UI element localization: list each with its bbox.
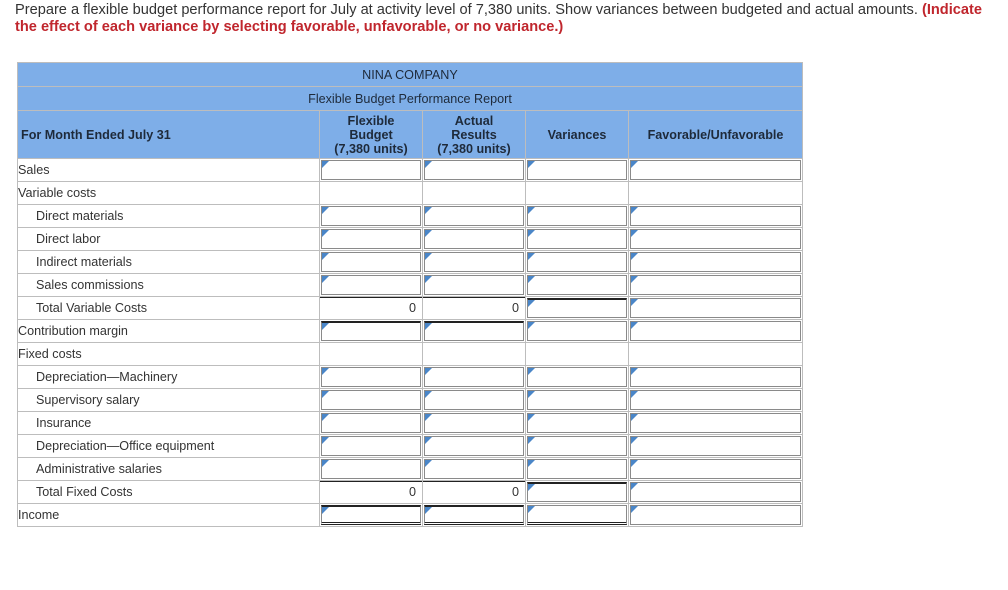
- row-administrative-salaries: [18, 458, 803, 481]
- dropdown-flag-icon: [425, 323, 432, 330]
- dropdown-flag-icon: [322, 207, 329, 214]
- insurance-flexible-input[interactable]: [321, 413, 421, 433]
- dropdown-flag-icon: [631, 299, 638, 306]
- depreciation-office-flexible-input[interactable]: [321, 436, 421, 456]
- dropdown-flag-icon: [631, 253, 638, 260]
- dropdown-flag-icon: [631, 368, 638, 375]
- income-fav-unfav-select[interactable]: [630, 505, 801, 525]
- dropdown-flag-icon: [425, 207, 432, 214]
- row-label: Depreciation—Office equipment: [18, 435, 320, 458]
- dropdown-flag-icon: [322, 230, 329, 237]
- depreciation-machinery-flexible-input[interactable]: [321, 367, 421, 387]
- dropdown-flag-icon: [425, 230, 432, 237]
- dropdown-flag-icon: [425, 414, 432, 421]
- direct-materials-actual-input[interactable]: [424, 206, 524, 226]
- col-flexible-budget: [320, 111, 423, 159]
- dropdown-flag-icon: [528, 368, 535, 375]
- col-flexible-line3: (7,380 units): [334, 141, 408, 156]
- row-contribution-margin: [18, 320, 803, 343]
- dropdown-flag-icon: [528, 230, 535, 237]
- row-variable-costs: [18, 182, 803, 205]
- contribution-margin-fav-unfav-select[interactable]: [630, 321, 801, 341]
- total-fixed-actual: [423, 481, 526, 504]
- administrative-salaries-fav-unfav-select[interactable]: [630, 459, 801, 479]
- dropdown-flag-icon: [528, 460, 535, 467]
- total-variable-flexible: [320, 297, 423, 320]
- instructions: [15, 2, 990, 36]
- dropdown-flag-icon: [425, 460, 432, 467]
- insurance-variance-input[interactable]: [527, 413, 627, 433]
- total-fixed-flexible-value: 0: [408, 485, 416, 499]
- dropdown-flag-icon: [631, 161, 638, 168]
- total-variable-actual: [423, 297, 526, 320]
- row-insurance: [18, 412, 803, 435]
- total-fixed-flexible: [320, 481, 423, 504]
- row-label: Insurance: [18, 412, 320, 435]
- dropdown-flag-icon: [322, 460, 329, 467]
- col-actual-line3: (7,380 units): [437, 141, 511, 156]
- dropdown-flag-icon: [631, 506, 638, 513]
- col-flexible-line1: Flexible: [347, 113, 395, 128]
- direct-materials-variance-input[interactable]: [527, 206, 627, 226]
- row-label: Indirect materials: [18, 251, 320, 274]
- sales-commissions-variance-input[interactable]: [527, 275, 627, 295]
- depreciation-machinery-fav-unfav-select[interactable]: [630, 367, 801, 387]
- sales-fav-unfav-select[interactable]: [630, 160, 801, 180]
- row-label: Total Variable Costs: [18, 297, 320, 320]
- insurance-actual-input[interactable]: [424, 413, 524, 433]
- dropdown-flag-icon: [528, 207, 535, 214]
- sales-actual-input[interactable]: [424, 160, 524, 180]
- sales-commissions-flexible-input[interactable]: [321, 275, 421, 295]
- total-fixed-fav-unfav-select[interactable]: [630, 482, 801, 502]
- supervisory-salary-flexible-input[interactable]: [321, 390, 421, 410]
- dropdown-flag-icon: [322, 391, 329, 398]
- dropdown-flag-icon: [528, 276, 535, 283]
- total-variable-variance-input[interactable]: [527, 298, 627, 318]
- dropdown-flag-icon: [322, 414, 329, 421]
- col-actual-line2: Results: [451, 127, 497, 142]
- instructions-text: Prepare a flexible budget performance report for July at activity level of 7,380 units. Show variances between budgeted and actual amounts.: [15, 2, 922, 18]
- sales-variance-input[interactable]: [527, 160, 627, 180]
- dropdown-flag-icon: [631, 276, 638, 283]
- row-supervisory-salary: [18, 389, 803, 412]
- report-title: Flexible Budget Performance Report: [18, 87, 803, 111]
- dropdown-flag-icon: [528, 484, 535, 491]
- direct-materials-flexible-input[interactable]: [321, 206, 421, 226]
- dropdown-flag-icon: [322, 323, 329, 330]
- direct-labor-actual-input[interactable]: [424, 229, 524, 249]
- depreciation-machinery-actual-input[interactable]: [424, 367, 524, 387]
- supervisory-salary-actual-input[interactable]: [424, 390, 524, 410]
- row-label: Variable costs: [18, 182, 320, 205]
- dropdown-flag-icon: [322, 437, 329, 444]
- row-label: Depreciation—Machinery: [18, 366, 320, 389]
- row-fixed-costs: [18, 343, 803, 366]
- row-label: Fixed costs: [18, 343, 320, 366]
- row-label: Contribution margin: [18, 320, 320, 343]
- dropdown-flag-icon: [322, 161, 329, 168]
- supervisory-salary-fav-unfav-select[interactable]: [630, 390, 801, 410]
- dropdown-flag-icon: [528, 300, 535, 307]
- row-income: [18, 504, 803, 527]
- total-variable-flexible-value: 0: [408, 301, 416, 315]
- total-variable-fav-unfav-select[interactable]: [630, 298, 801, 318]
- dropdown-flag-icon: [528, 322, 535, 329]
- total-fixed-actual-value: 0: [511, 485, 519, 499]
- row-label: Direct materials: [18, 205, 320, 228]
- sales-flexible-input[interactable]: [321, 160, 421, 180]
- dropdown-flag-icon: [528, 414, 535, 421]
- dropdown-flag-icon: [631, 230, 638, 237]
- row-direct-labor: [18, 228, 803, 251]
- dropdown-flag-icon: [425, 276, 432, 283]
- insurance-fav-unfav-select[interactable]: [630, 413, 801, 433]
- depreciation-machinery-variance-input[interactable]: [527, 367, 627, 387]
- row-label: Supervisory salary: [18, 389, 320, 412]
- row-total-fixed-costs: [18, 481, 803, 504]
- indirect-materials-actual-input[interactable]: [424, 252, 524, 272]
- total-fixed-variance-input[interactable]: [527, 482, 627, 502]
- dropdown-flag-icon: [322, 368, 329, 375]
- contribution-margin-flexible-input[interactable]: [321, 321, 421, 341]
- sales-commissions-fav-unfav-select[interactable]: [630, 275, 801, 295]
- row-sales-commissions: [18, 274, 803, 297]
- contribution-margin-variance-input[interactable]: [527, 321, 627, 341]
- dropdown-flag-icon: [425, 391, 432, 398]
- dropdown-flag-icon: [631, 437, 638, 444]
- dropdown-flag-icon: [425, 368, 432, 375]
- col-actual-results: [423, 111, 526, 159]
- row-total-variable-costs: [18, 297, 803, 320]
- dropdown-flag-icon: [528, 161, 535, 168]
- row-direct-materials: [18, 205, 803, 228]
- direct-labor-flexible-input[interactable]: [321, 229, 421, 249]
- performance-report-table: [17, 62, 803, 527]
- direct-labor-variance-input[interactable]: [527, 229, 627, 249]
- income-flexible-input[interactable]: [321, 505, 421, 525]
- dropdown-flag-icon: [528, 253, 535, 260]
- instructions-emphasis: (Indicate the effect of each variance by selecting favorable, unfavorable, or no variance.): [15, 2, 982, 35]
- period-label: For Month Ended July 31: [18, 111, 320, 159]
- company-name: NINA COMPANY: [18, 63, 803, 87]
- income-variance-input[interactable]: [527, 505, 627, 525]
- dropdown-flag-icon: [322, 253, 329, 260]
- sales-commissions-actual-input[interactable]: [424, 275, 524, 295]
- direct-labor-fav-unfav-select[interactable]: [630, 229, 801, 249]
- col-variances: Variances: [526, 111, 629, 159]
- dropdown-flag-icon: [425, 161, 432, 168]
- dropdown-flag-icon: [322, 507, 329, 514]
- depreciation-office-actual-input[interactable]: [424, 436, 524, 456]
- total-variable-actual-value: 0: [511, 301, 519, 315]
- dropdown-flag-icon: [425, 507, 432, 514]
- contribution-margin-actual-input[interactable]: [424, 321, 524, 341]
- indirect-materials-flexible-input[interactable]: [321, 252, 421, 272]
- dropdown-flag-icon: [631, 391, 638, 398]
- dropdown-flag-icon: [528, 391, 535, 398]
- row-label: Sales commissions: [18, 274, 320, 297]
- supervisory-salary-variance-input[interactable]: [527, 390, 627, 410]
- row-label: Direct labor: [18, 228, 320, 251]
- col-actual-line1: Actual: [454, 113, 494, 128]
- dropdown-flag-icon: [631, 414, 638, 421]
- row-indirect-materials: [18, 251, 803, 274]
- dropdown-flag-icon: [528, 437, 535, 444]
- administrative-salaries-actual-input[interactable]: [424, 459, 524, 479]
- depreciation-office-fav-unfav-select[interactable]: [630, 436, 801, 456]
- dropdown-flag-icon: [322, 276, 329, 283]
- dropdown-flag-icon: [631, 207, 638, 214]
- row-depreciation-office-equipment: [18, 435, 803, 458]
- dropdown-flag-icon: [631, 483, 638, 490]
- dropdown-flag-icon: [631, 460, 638, 467]
- indirect-materials-variance-input[interactable]: [527, 252, 627, 272]
- administrative-salaries-variance-input[interactable]: [527, 459, 627, 479]
- depreciation-office-variance-input[interactable]: [527, 436, 627, 456]
- dropdown-flag-icon: [528, 506, 535, 513]
- col-favorable-unfavorable: Favorable/Unfavorable: [629, 111, 803, 159]
- row-sales: [18, 159, 803, 182]
- col-flexible-line2: Budget: [349, 127, 393, 142]
- dropdown-flag-icon: [631, 322, 638, 329]
- row-depreciation-machinery: [18, 366, 803, 389]
- indirect-materials-fav-unfav-select[interactable]: [630, 252, 801, 272]
- dropdown-flag-icon: [425, 437, 432, 444]
- dropdown-flag-icon: [425, 253, 432, 260]
- direct-materials-fav-unfav-select[interactable]: [630, 206, 801, 226]
- income-actual-input[interactable]: [424, 505, 524, 525]
- row-label: Sales: [18, 159, 320, 182]
- administrative-salaries-flexible-input[interactable]: [321, 459, 421, 479]
- row-label: Administrative salaries: [18, 458, 320, 481]
- row-label: Income: [18, 504, 320, 527]
- row-label: Total Fixed Costs: [18, 481, 320, 504]
